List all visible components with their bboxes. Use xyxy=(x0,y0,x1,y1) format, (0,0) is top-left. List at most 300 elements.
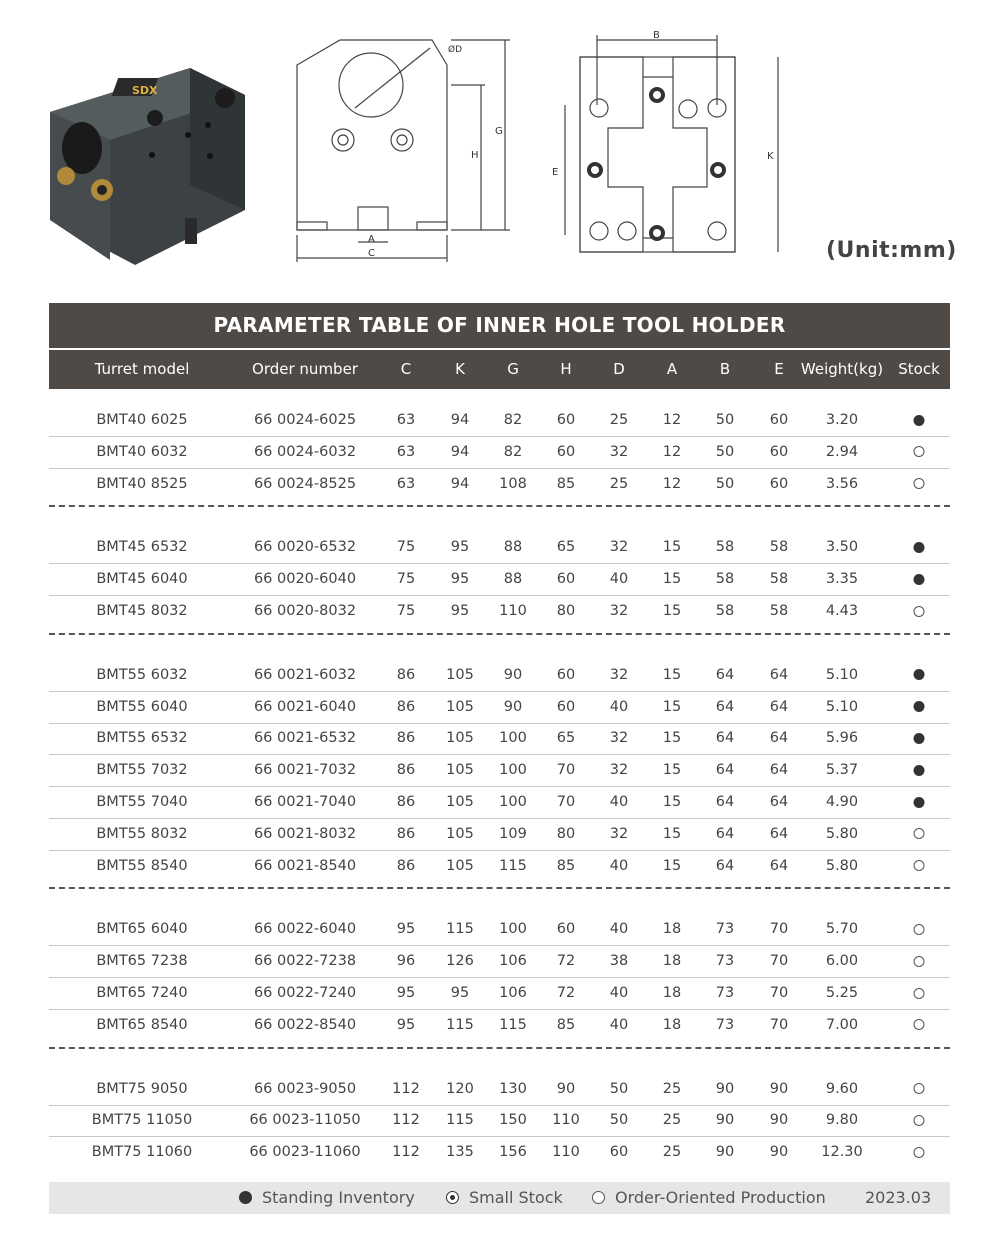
cell-h: 90 xyxy=(556,1080,576,1097)
cell-weight: 5.96 xyxy=(825,730,859,747)
cell-g: 100 xyxy=(499,730,527,747)
stock-cell xyxy=(914,436,925,468)
order-production-icon xyxy=(914,1019,925,1030)
cell-c: 112 xyxy=(392,1080,420,1097)
group-divider xyxy=(49,1047,950,1049)
cell-h: 70 xyxy=(556,794,576,810)
stock-cell xyxy=(914,1136,925,1168)
cell-h: 65 xyxy=(556,730,576,747)
table-title: PARAMETER TABLE OF INNER HOLE TOOL HOLDER xyxy=(49,303,950,348)
cell-weight: 9.80 xyxy=(825,1112,859,1129)
stock-cell xyxy=(914,595,925,627)
legend-order xyxy=(592,1182,826,1214)
cell-d: 32 xyxy=(609,443,629,460)
stock-cell xyxy=(914,563,925,595)
cell-k: 105 xyxy=(446,825,474,842)
cell-g: 82 xyxy=(503,443,523,460)
order-production-icon xyxy=(914,606,925,617)
cell-model: BMT75 9050 xyxy=(96,1080,188,1097)
hero-section xyxy=(0,0,1000,290)
cell-b: 90 xyxy=(715,1144,735,1161)
cell-order: 66 0021-7032 xyxy=(253,762,357,779)
label-d: ØD xyxy=(448,45,463,55)
cell-c: 63 xyxy=(396,443,416,460)
table-row xyxy=(49,722,950,755)
stock-cell xyxy=(914,468,925,500)
cell-k: 115 xyxy=(446,921,474,938)
cell-e: 64 xyxy=(769,666,789,683)
cell-weight: 6.00 xyxy=(825,953,859,970)
cell-g: 82 xyxy=(503,412,523,428)
header-h: H xyxy=(560,360,572,378)
cell-d: 32 xyxy=(609,762,629,779)
cell-h: 60 xyxy=(556,921,576,938)
cell-a: 15 xyxy=(662,603,682,619)
cell-a: 25 xyxy=(662,1112,682,1129)
cell-e: 58 xyxy=(769,539,789,556)
cell-g: 90 xyxy=(503,666,523,683)
cell-weight: 3.20 xyxy=(825,412,859,428)
product-photo xyxy=(40,40,250,270)
cell-c: 86 xyxy=(396,857,416,874)
order-production-icon xyxy=(914,478,925,489)
cell-d: 40 xyxy=(609,921,629,938)
cell-h: 72 xyxy=(556,985,576,1001)
cell-order: 66 0021-6532 xyxy=(253,730,357,747)
logo-text: SDX xyxy=(132,84,158,97)
cell-e: 90 xyxy=(769,1112,789,1129)
cell-g: 110 xyxy=(499,603,527,619)
cell-g: 108 xyxy=(499,475,527,492)
cell-g: 88 xyxy=(503,539,523,556)
cell-c: 75 xyxy=(396,571,416,588)
cell-model: BMT45 8032 xyxy=(96,603,188,619)
table-row xyxy=(49,1009,950,1041)
cell-e: 64 xyxy=(769,825,789,842)
cell-a: 12 xyxy=(662,475,682,492)
stock-cell xyxy=(914,850,925,882)
stock-cell xyxy=(914,977,925,1009)
cell-k: 105 xyxy=(446,730,474,747)
stock-legend xyxy=(49,1182,950,1214)
cell-k: 126 xyxy=(446,953,474,970)
cell-c: 63 xyxy=(396,475,416,492)
cell-g: 100 xyxy=(499,762,527,779)
cell-e: 60 xyxy=(769,443,789,460)
cell-g: 100 xyxy=(499,921,527,938)
cell-a: 18 xyxy=(662,953,682,970)
cell-b: 58 xyxy=(715,571,735,588)
cell-a: 15 xyxy=(662,794,682,810)
cell-model: BMT55 8540 xyxy=(96,857,188,874)
cell-e: 64 xyxy=(769,794,789,810)
table-row xyxy=(49,818,950,851)
cell-k: 115 xyxy=(446,1016,474,1033)
cell-d: 32 xyxy=(609,666,629,683)
header-k: K xyxy=(455,360,465,378)
cell-c: 86 xyxy=(396,666,416,683)
cell-b: 90 xyxy=(715,1112,735,1129)
table-row xyxy=(49,754,950,787)
label-h: H xyxy=(471,150,479,161)
cell-d: 40 xyxy=(609,985,629,1001)
cell-h: 85 xyxy=(556,1016,576,1033)
cell-b: 58 xyxy=(715,539,735,556)
cell-b: 64 xyxy=(715,666,735,683)
cell-model: BMT75 11050 xyxy=(91,1112,193,1129)
order-production-icon xyxy=(914,860,925,871)
cell-weight: 5.80 xyxy=(825,857,859,874)
cell-order: 66 0024-6032 xyxy=(253,443,357,460)
group-divider xyxy=(49,505,950,507)
table-header xyxy=(49,350,950,389)
order-production-icon xyxy=(914,988,925,999)
cell-c: 86 xyxy=(396,825,416,842)
cell-order: 66 0022-7240 xyxy=(253,985,357,1001)
cell-a: 15 xyxy=(662,762,682,779)
cell-a: 18 xyxy=(662,1016,682,1033)
table-row xyxy=(49,468,950,500)
cell-e: 64 xyxy=(769,698,789,715)
cell-model: BMT55 7040 xyxy=(96,794,188,810)
cell-d: 40 xyxy=(609,698,629,715)
cell-b: 73 xyxy=(715,1016,735,1033)
cell-d: 25 xyxy=(609,412,629,428)
standing-inventory-icon xyxy=(914,669,925,680)
cell-weight: 3.35 xyxy=(825,571,859,588)
cell-h: 72 xyxy=(556,953,576,970)
group-divider xyxy=(49,887,950,889)
stock-cell xyxy=(914,1104,925,1136)
cell-weight: 5.37 xyxy=(825,762,859,779)
cell-g: 156 xyxy=(499,1144,527,1161)
cell-b: 58 xyxy=(715,603,735,619)
legend-date: 2023.03 xyxy=(865,1188,932,1207)
table-row xyxy=(49,531,950,564)
cell-e: 70 xyxy=(769,1016,789,1033)
cell-g: 88 xyxy=(503,571,523,588)
cell-h: 65 xyxy=(556,539,576,556)
cell-order: 66 0020-8032 xyxy=(253,603,357,619)
stock-cell xyxy=(914,691,925,723)
cell-d: 40 xyxy=(609,794,629,810)
cell-order: 66 0024-8525 xyxy=(253,475,357,492)
cell-h: 80 xyxy=(556,825,576,842)
header-c: C xyxy=(400,360,412,378)
cell-order: 66 0022-7238 xyxy=(253,953,357,970)
cell-d: 32 xyxy=(609,730,629,747)
order-production-icon xyxy=(914,924,925,935)
stock-cell xyxy=(914,404,925,436)
table-row xyxy=(49,1136,950,1168)
cell-k: 105 xyxy=(446,794,474,810)
cell-order: 66 0023-11060 xyxy=(249,1144,361,1161)
standing-inventory-icon xyxy=(914,797,925,808)
cell-e: 64 xyxy=(769,857,789,874)
cell-a: 25 xyxy=(662,1144,682,1161)
stock-cell xyxy=(914,1009,925,1041)
cell-d: 40 xyxy=(609,571,629,588)
header-model: Turret model xyxy=(94,360,190,378)
cell-k: 95 xyxy=(450,985,470,1001)
cell-c: 95 xyxy=(396,985,416,1001)
stock-cell xyxy=(914,818,925,850)
cell-order: 66 0021-6032 xyxy=(253,666,357,683)
cell-weight: 5.10 xyxy=(825,666,859,683)
cell-model: BMT45 6040 xyxy=(96,571,188,588)
table-row xyxy=(49,977,950,1010)
cell-b: 64 xyxy=(715,794,735,810)
cell-order: 66 0022-8540 xyxy=(253,1016,357,1033)
cell-weight: 7.00 xyxy=(825,1016,859,1033)
cell-a: 18 xyxy=(662,985,682,1001)
cell-order: 66 0023-9050 xyxy=(253,1080,357,1097)
header-d: D xyxy=(613,360,625,378)
order-production-icon xyxy=(914,1115,925,1126)
cell-h: 70 xyxy=(556,762,576,779)
cell-e: 90 xyxy=(769,1080,789,1097)
cell-g: 115 xyxy=(499,1016,527,1033)
cell-k: 105 xyxy=(446,762,474,779)
cell-e: 64 xyxy=(769,730,789,747)
cell-h: 80 xyxy=(556,603,576,619)
order-production-icon xyxy=(914,1083,925,1094)
order-production-icon xyxy=(914,446,925,457)
cell-order: 66 0021-8540 xyxy=(253,857,357,874)
cell-model: BMT55 6040 xyxy=(96,698,188,715)
cell-e: 58 xyxy=(769,571,789,588)
cell-k: 105 xyxy=(446,857,474,874)
cell-d: 25 xyxy=(609,475,629,492)
cell-g: 90 xyxy=(503,698,523,715)
label-b: B xyxy=(653,30,660,41)
cell-b: 50 xyxy=(715,443,735,460)
table-row xyxy=(49,850,950,882)
cell-model: BMT65 8540 xyxy=(96,1016,188,1033)
cell-a: 15 xyxy=(662,857,682,874)
cell-model: BMT45 6532 xyxy=(96,539,188,556)
cell-k: 115 xyxy=(446,1112,474,1129)
stock-cell xyxy=(914,945,925,977)
cell-c: 86 xyxy=(396,730,416,747)
standing-inventory-icon xyxy=(914,701,925,712)
front-view-drawing xyxy=(285,30,515,270)
table-row xyxy=(49,1073,950,1106)
cell-model: BMT40 6025 xyxy=(96,412,188,428)
cell-c: 112 xyxy=(392,1112,420,1129)
cell-g: 106 xyxy=(499,953,527,970)
cell-weight: 3.56 xyxy=(825,475,859,492)
label-c: C xyxy=(368,248,375,259)
cell-e: 64 xyxy=(769,762,789,779)
cell-c: 75 xyxy=(396,603,416,619)
cell-b: 64 xyxy=(715,857,735,874)
cell-c: 96 xyxy=(396,953,416,970)
cell-g: 150 xyxy=(499,1112,527,1129)
table-row xyxy=(49,436,950,469)
cell-h: 60 xyxy=(556,412,576,428)
cell-d: 50 xyxy=(609,1112,629,1129)
cell-e: 58 xyxy=(769,603,789,619)
stock-cell xyxy=(914,659,925,691)
cell-c: 112 xyxy=(392,1144,420,1161)
stock-cell xyxy=(914,754,925,786)
cell-c: 63 xyxy=(396,412,416,428)
cell-weight: 5.70 xyxy=(825,921,859,938)
cell-k: 120 xyxy=(446,1080,474,1097)
table-row xyxy=(49,1104,950,1137)
cell-c: 86 xyxy=(396,698,416,715)
cell-a: 15 xyxy=(662,666,682,683)
cell-c: 95 xyxy=(396,1016,416,1033)
cell-b: 64 xyxy=(715,825,735,842)
cell-model: BMT40 6032 xyxy=(96,443,188,460)
standing-inventory-icon xyxy=(239,1191,252,1204)
cell-h: 60 xyxy=(556,571,576,588)
header-order: Order number xyxy=(252,360,358,378)
cell-model: BMT55 6532 xyxy=(96,730,188,747)
cell-e: 60 xyxy=(769,475,789,492)
cell-h: 110 xyxy=(552,1144,580,1161)
cell-k: 105 xyxy=(446,666,474,683)
order-production-icon xyxy=(914,1147,925,1158)
cell-model: BMT55 7032 xyxy=(96,762,188,779)
label-k: K xyxy=(767,151,774,162)
stock-cell xyxy=(914,786,925,818)
cell-h: 110 xyxy=(552,1112,580,1129)
table-row xyxy=(49,786,950,819)
cell-k: 95 xyxy=(450,571,470,588)
cell-k: 105 xyxy=(446,698,474,715)
header-weight: Weight(kg) xyxy=(800,360,884,378)
cell-a: 15 xyxy=(662,698,682,715)
cell-order: 66 0021-7040 xyxy=(253,794,357,810)
cell-e: 60 xyxy=(769,412,789,428)
cell-b: 73 xyxy=(715,985,735,1001)
cell-weight: 9.60 xyxy=(825,1080,859,1097)
cell-model: BMT65 7238 xyxy=(96,953,188,970)
cell-a: 12 xyxy=(662,443,682,460)
cell-weight: 4.43 xyxy=(825,603,859,619)
cell-d: 32 xyxy=(609,825,629,842)
cell-a: 15 xyxy=(662,539,682,556)
cell-weight: 5.10 xyxy=(825,698,859,715)
cell-c: 86 xyxy=(396,794,416,810)
cell-order: 66 0023-11050 xyxy=(249,1112,361,1129)
stock-cell xyxy=(914,531,925,563)
cell-a: 15 xyxy=(662,730,682,747)
cell-d: 32 xyxy=(609,603,629,619)
cell-order: 66 0022-6040 xyxy=(253,921,357,938)
cell-g: 100 xyxy=(499,794,527,810)
cell-model: BMT65 7240 xyxy=(96,985,188,1001)
label-g: G xyxy=(495,126,503,137)
standing-inventory-icon xyxy=(914,415,925,426)
cell-e: 70 xyxy=(769,921,789,938)
cell-model: BMT55 8032 xyxy=(96,825,188,842)
header-g: G xyxy=(507,360,519,378)
stock-cell xyxy=(914,722,925,754)
cell-d: 32 xyxy=(609,539,629,556)
order-production-icon xyxy=(914,956,925,967)
header-a: A xyxy=(666,360,678,378)
cell-d: 40 xyxy=(609,857,629,874)
cell-g: 109 xyxy=(499,825,527,842)
cell-b: 90 xyxy=(715,1080,735,1097)
cell-model: BMT65 6040 xyxy=(96,921,188,938)
cell-e: 90 xyxy=(769,1144,789,1161)
cell-g: 130 xyxy=(499,1080,527,1097)
cell-a: 15 xyxy=(662,571,682,588)
label-e: E xyxy=(552,167,559,178)
cell-model: BMT40 8525 xyxy=(96,475,188,492)
cell-model: BMT75 11060 xyxy=(91,1144,193,1161)
cell-order: 66 0021-8032 xyxy=(253,825,357,842)
cell-k: 95 xyxy=(450,603,470,619)
cell-weight: 2.94 xyxy=(825,443,859,460)
cell-h: 85 xyxy=(556,857,576,874)
standing-inventory-icon xyxy=(914,574,925,585)
cell-weight: 5.80 xyxy=(825,825,859,842)
cell-h: 60 xyxy=(556,698,576,715)
cell-weight: 4.90 xyxy=(825,794,859,810)
cell-model: BMT55 6032 xyxy=(96,666,188,683)
table-row xyxy=(49,659,950,692)
cell-order: 66 0020-6040 xyxy=(253,571,357,588)
standing-inventory-icon xyxy=(914,733,925,744)
stock-cell xyxy=(914,1073,925,1105)
cell-g: 115 xyxy=(499,857,527,874)
table-row xyxy=(49,595,950,627)
cell-c: 86 xyxy=(396,762,416,779)
cell-a: 25 xyxy=(662,1080,682,1097)
cell-k: 94 xyxy=(450,412,470,428)
cell-b: 50 xyxy=(715,475,735,492)
top-view-drawing xyxy=(545,25,785,265)
cell-a: 15 xyxy=(662,825,682,842)
cell-d: 50 xyxy=(609,1080,629,1097)
group-divider xyxy=(49,633,950,635)
header-e: E xyxy=(774,360,784,378)
small-stock-icon xyxy=(446,1191,459,1204)
legend-small xyxy=(446,1182,563,1214)
legend-standing-label: Standing Inventory xyxy=(262,1188,415,1207)
order-production-icon xyxy=(592,1191,605,1204)
cell-d: 38 xyxy=(609,953,629,970)
cell-a: 18 xyxy=(662,921,682,938)
cell-c: 75 xyxy=(396,539,416,556)
cell-h: 60 xyxy=(556,666,576,683)
cell-e: 70 xyxy=(769,953,789,970)
legend-order-label: Order-Oriented Production xyxy=(615,1188,826,1207)
cell-k: 95 xyxy=(450,539,470,556)
cell-order: 66 0021-6040 xyxy=(253,698,357,715)
cell-k: 135 xyxy=(446,1144,474,1161)
cell-b: 64 xyxy=(715,762,735,779)
label-a: A xyxy=(368,234,375,245)
cell-weight: 12.30 xyxy=(821,1144,863,1161)
standing-inventory-icon xyxy=(914,765,925,776)
unit-label: (Unit:mm) xyxy=(826,238,957,263)
cell-g: 106 xyxy=(499,985,527,1001)
legend-standing xyxy=(239,1182,415,1214)
stock-cell xyxy=(914,913,925,945)
cell-order: 66 0020-6532 xyxy=(253,539,357,556)
cell-weight: 5.25 xyxy=(825,985,859,1001)
cell-weight: 3.50 xyxy=(825,539,859,556)
cell-a: 12 xyxy=(662,412,682,428)
header-b: B xyxy=(719,360,731,378)
